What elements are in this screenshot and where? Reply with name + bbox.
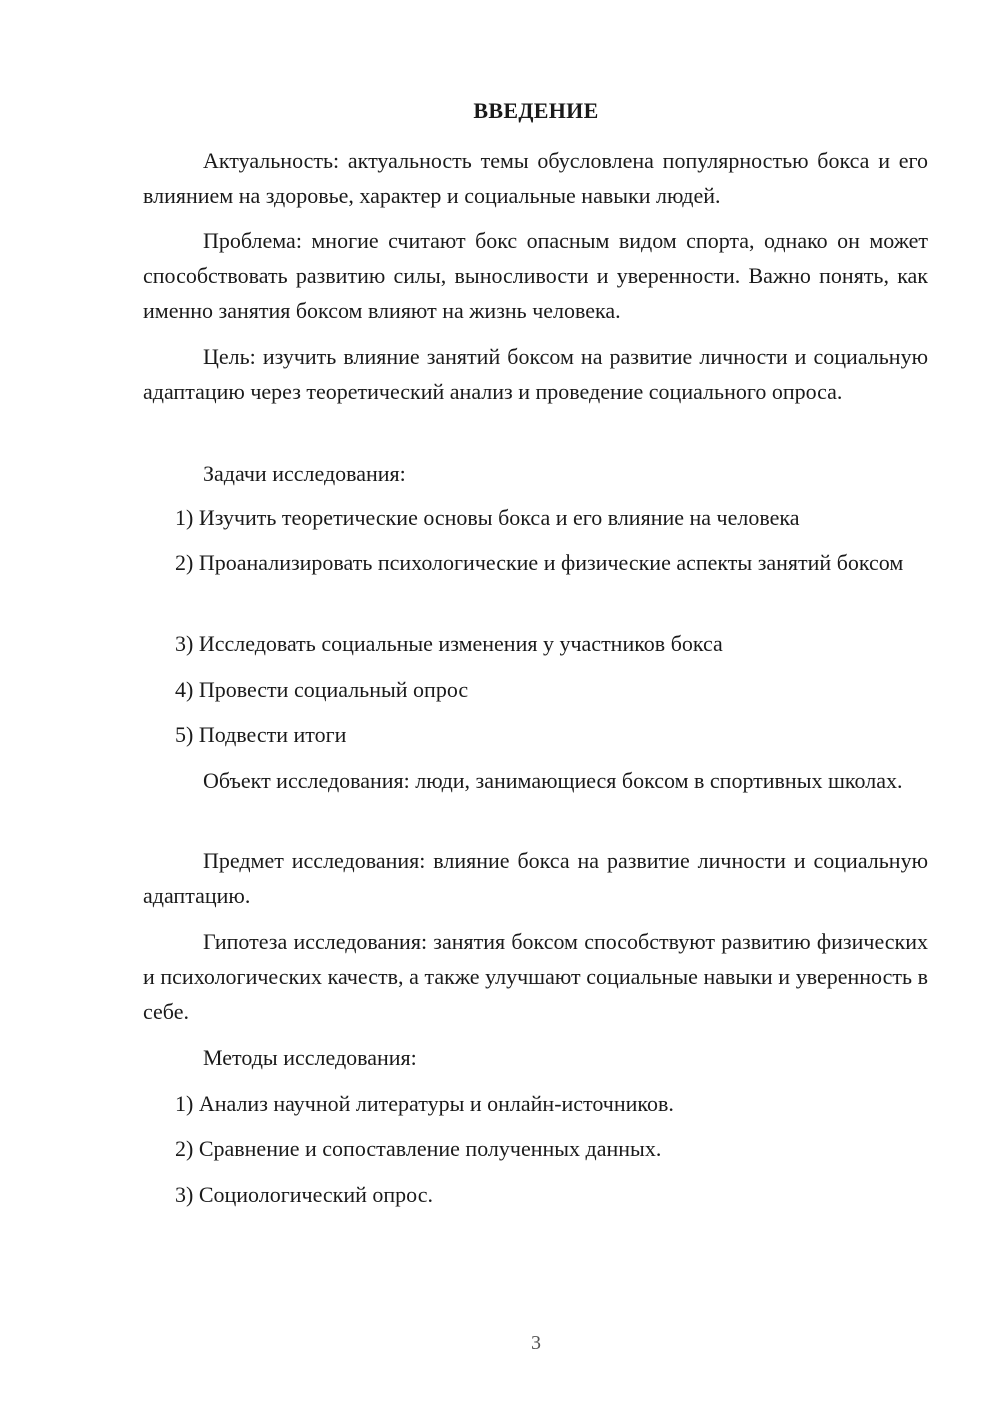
paragraph-goal: Цель: изучить влияние занятий боксом на развитие личности и социальную адаптацию через теоретический анализ и проведение социального опроса. <box>143 344 928 404</box>
task-item: 1) Изучить теоретические основы бокса и его влияние на человека <box>175 505 800 530</box>
method-item: 1) Анализ научной литературы и онлайн-источников. <box>175 1091 674 1116</box>
tasks-title: Задачи исследования: <box>203 461 406 486</box>
paragraph-subject: Предмет исследования: влияние бокса на развитие личности и социальную адаптацию. <box>143 848 928 908</box>
task-item: 4) Провести социальный опрос <box>175 677 469 702</box>
task-item: 5) Подвести итоги <box>175 722 347 747</box>
method-item: 2) Сравнение и сопоставление полученных данных. <box>175 1136 662 1161</box>
paragraph-object: Объект исследования: люди, занимающиеся боксом в спортивных школах. <box>203 768 903 793</box>
paragraph-hypothesis: Гипотеза исследования: занятия боксом способствуют развитию физических и психологических качеств, а также улучшают социальные навыки и уверенность в себе. <box>143 929 928 1024</box>
paragraph-problem: Проблема: многие считают бокс опасным видом спорта, однако он может способствовать развитию силы, выносливости и уверенности. Важно понять, как именно занятия боксом влияют на жизнь человека. <box>143 228 928 323</box>
paragraph-relevance: Актуальность: актуальность темы обусловлена популярностью бокса и его влиянием на здоровье, характер и социальные навыки людей. <box>143 148 928 208</box>
method-item: 3) Социологический опрос. <box>175 1182 433 1207</box>
page-number: 3 <box>531 1332 541 1354</box>
section-heading: ВВЕДЕНИЕ <box>473 98 599 123</box>
task-item: 2) Проанализировать психологические и физические аспекты занятий боксом <box>175 550 904 575</box>
task-item: 3) Исследовать социальные изменения у участников бокса <box>175 631 723 656</box>
methods-title: Методы исследования: <box>203 1045 417 1070</box>
